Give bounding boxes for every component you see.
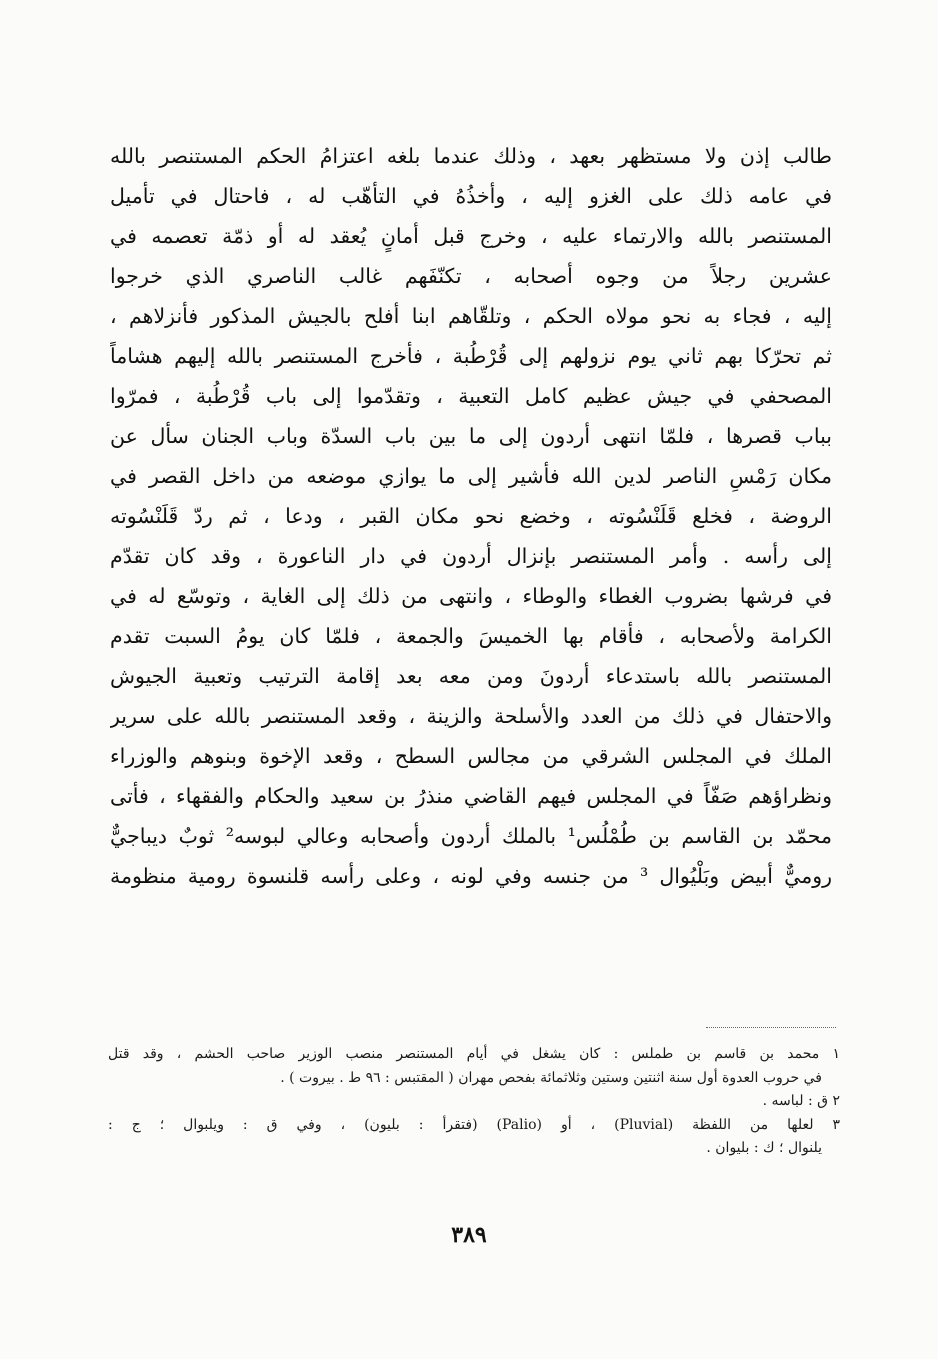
footnote-1-line: ١ محمد بن قاسم بن طملس : كان يشغل في أيام المستنصر منصب الوزير صاحب الحشم ، وقد قتل [108,1046,840,1062]
footnote-separator [706,1027,836,1028]
text-line: الملك في المجلس الشرقي من مجالس السطح ، وقعد الإخوة وبنوهم والوزراء [110,744,832,768]
text-line: بباب قصرها ، فلمّا انتهى أردون إلى ما بين باب السدّة وباب الجنان سأل عن [110,424,832,448]
text-line: المستنصر بالله باستدعاء أردونَ ومن معه بعد إقامة الترتيب وتعبية الجيوش [110,664,832,688]
footnote-2-line: ٢ ق : لباسه . [762,1093,840,1109]
text-line: إليه ، فجاء به نحو مولاه الحكم ، وتلقّاهم ابنا أفلح بالجيش المذكور فأنزلاهم ، [110,304,832,328]
text-line: الروضة ، فخلع قَلَنْسُوته ، وخضع نحو مكان القبر ، ودعا ، ثم ردّ قَلَنْسُوته [110,504,832,528]
footnote-3-line: ٣ لعلها من اللفظة (Pluvial) ، أو (Palio) (فتقرأ : بليون) ، وفي ق : ويلبوال ؛ ج : [108,1116,840,1133]
text-line: في عامه ذلك على الغزو إليه ، وأخذُهُ في التأهّب له ، فاحتال في تأميل [110,184,832,208]
text-line: روميٌّ أبيض وبَلْيُوال ³ من جنسه وفي لونه ، وعلى رأسه قلنسوة رومية منظومة [110,864,832,888]
text-line: والاحتفال في ذلك من العدد والأسلحة والزينة ، وقعد المستنصر بالله على سرير [110,704,832,728]
text-line: في فرشها بضروب الغطاء والوطاء ، وانتهى من ذلك إلى الغاية ، وتوسّع له في [110,584,832,608]
text-line: المستنصر بالله والارتماء عليه ، وخرج قبل أمانٍ يُعقد له أو ذمّة تعصمه في [110,224,832,248]
text-line: الكرامة ولأصحابه ، فأقام بها الخميسَ والجمعة ، فلمّا كان يومُ السبت تقدم [110,624,832,648]
footnotes [108,1043,840,1161]
page-number: ٣٨٩ [451,1222,487,1248]
text-line: مكان رَمْسِ الناصر لدين الله فأشير إلى ما يوازي موضعه من داخل القصر في [110,464,832,488]
text-line: المصحفي في جيش عظيم كامل التعبية ، وتقدّموا إلى باب قُرْطُبة ، فمرّوا [110,384,832,408]
text-line: محمّد بن القاسم بن طُمْلُس¹ بالملك أردون وأصحابه وعالي لبوسه² ثوبٌ ديباجيٌّ [110,824,832,848]
text-line: إلى رأسه . وأمر المستنصر بإنزال أردون في دار الناعورة ، وقد كان تقدّم [110,544,832,568]
footnote-3-line: يلنوال ؛ ك : بليوان . [706,1140,822,1156]
text-line: طالب إذن ولا مستظهر بعهد ، وذلك عندما بلغه اعتزامُ الحكم المستنصر بالله [110,144,832,168]
text-line: عشرين رجلاً من وجوه أصحابه ، تكنّفَهم غالب الناصري الذي خرجوا [110,264,832,288]
body-text [110,136,832,896]
footnote-1-line: في حروب العدوة أول سنة اثنتين وستين وثلاثمائة بفحص مهران ( المقتبس : ٩٦ ط . بيروت ) . [280,1069,822,1086]
text-line: ثم تحرّكا بهم ثاني يوم نزولهم إلى قُرْطُبة ، فأخرج المستنصر بالله إليهم هشاماً [110,344,832,368]
text-line: ونظراؤهم صَفّاً في المجلس فيهم القاضي منذرُ بن سعيد والحكام والفقهاء ، فأتى [110,784,832,808]
